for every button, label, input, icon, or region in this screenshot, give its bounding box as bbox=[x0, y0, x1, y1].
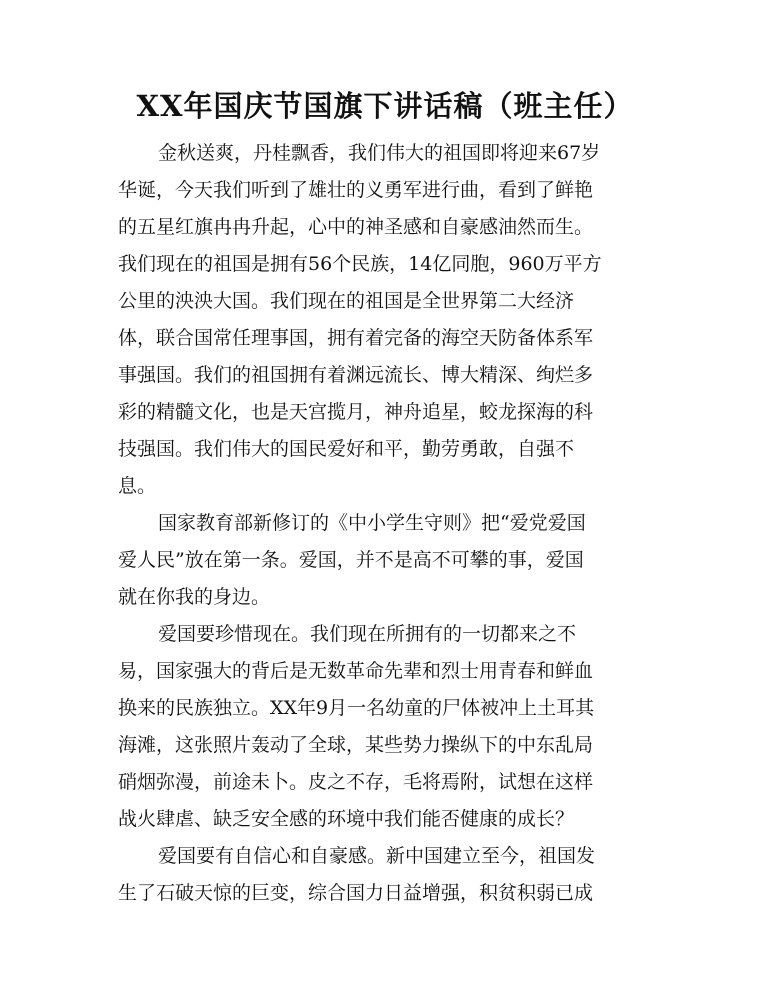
paragraph-3-line-2: 易，国家强大的背后是无数革命先辈和烈士用青春和鲜血 bbox=[118, 660, 594, 682]
paragraph-1-line-2: 华诞，今天我们听到了雄壮的义勇军进行曲，看到了鲜艳 bbox=[118, 179, 594, 201]
paragraph-1-line-5: 公里的泱泱大国。我们现在的祖国是全世界第二大经济 bbox=[118, 290, 575, 312]
document-title: XX年国庆节国旗下讲话稿（班主任） bbox=[136, 89, 634, 123]
paragraph-3-line-5: 硝烟弥漫，前途未卜。皮之不存，毛将焉附，试想在这样 bbox=[118, 771, 594, 793]
paragraph-1-line-9: 技强国。我们伟大的国民爱好和平，勤劳勇敢，自强不 bbox=[118, 438, 575, 460]
paragraph-1-line-8: 彩的精髓文化，也是天宫揽月，神舟追星，蛟龙探海的科 bbox=[118, 401, 594, 423]
paragraph-1-line-3: 的五星红旗冉冉升起，心中的神圣感和自豪感油然而生。 bbox=[118, 216, 594, 238]
paragraph-2-line-2: 爱人民”放在第一条。爱国，并不是高不可攀的事，爱国 bbox=[118, 549, 584, 571]
paragraph-4-line-1: 爱国要有自信心和自豪感。新中国建立至今，祖国发 bbox=[158, 845, 596, 867]
paragraph-2-line-3: 就在你我的身边。 bbox=[118, 586, 271, 608]
paragraph-1-line-4: 我们现在的祖国是拥有56个民族，14亿同胞，960万平方 bbox=[118, 253, 602, 275]
paragraph-3-line-6: 战火肆虐、缺乏安全感的环境中我们能否健康的成长？ bbox=[118, 808, 575, 830]
paragraph-3-line-3: 换来的民族独立。XX年9月一名幼童的尸体被冲上土耳其 bbox=[118, 697, 595, 719]
paragraph-2-line-1: 国家教育部新修订的《中小学生守则》把“爱党爱国 bbox=[158, 512, 586, 534]
paragraph-4-line-2: 生了石破天惊的巨变，综合国力日益增强，积贫积弱已成 bbox=[118, 882, 594, 904]
paragraph-1-line-10: 息。 bbox=[118, 475, 157, 497]
paragraph-1-line-6: 体，联合国常任理事国，拥有着完备的海空天防备体系军 bbox=[118, 327, 594, 349]
paragraph-1-line-7: 事强国。我们的祖国拥有着渊远流长、博大精深、绚烂多 bbox=[118, 364, 594, 386]
paragraph-1-line-1: 金秋送爽，丹桂飘香，我们伟大的祖国即将迎来67岁 bbox=[158, 142, 601, 164]
paragraph-3-line-1: 爱国要珍惜现在。我们现在所拥有的一切都来之不 bbox=[158, 623, 577, 645]
paragraph-3-line-4: 海滩，这张照片轰动了全球，某些势力操纵下的中东乱局 bbox=[118, 734, 594, 756]
